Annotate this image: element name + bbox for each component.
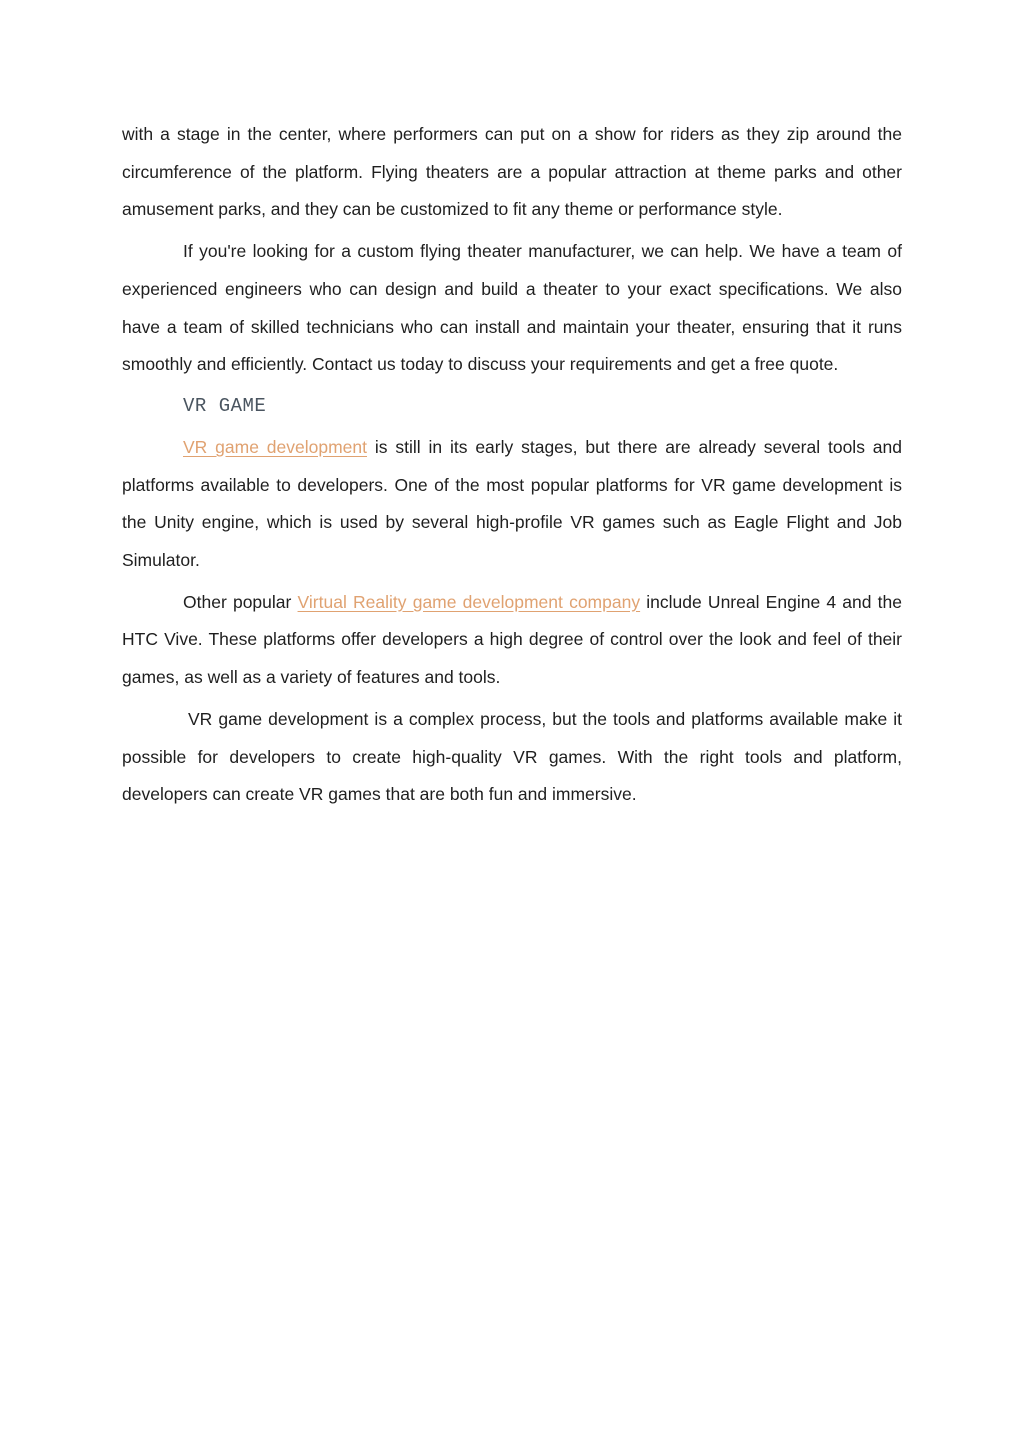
paragraph-conclusion: VR game development is a complex process, but the tools and platforms available make it possible for developers to create high-quality VR games. With the right tools and platform, developers can create VR games that are both fun and immersive. (122, 708, 902, 805)
paragraph-other-platforms-before: Other popular (183, 591, 298, 612)
paragraph-flying-theater-intro: with a stage in the center, where performers can put on a show for riders as they zip around the circumference of the platform. Flying theaters are a popular attraction at theme parks and other amusement parks, and they can be customized to fit any theme or performance style. (122, 124, 902, 220)
paragraph-vr-development (122, 429, 902, 580)
section-heading-vr-game: VR GAME (183, 394, 267, 417)
vr-company-link[interactable]: Virtual Reality game development company (297, 591, 641, 612)
paragraph-custom-manufacturer: If you're looking for a custom flying theater manufacturer, we can help. We have a team of experienced engineers who can design and build a theater to your exact specifications. We also have a team of skilled technicians who can install and maintain your theater, ensuring that it runs smoothly and efficiently. Contact us today to discuss your requirements and get a free quote. (122, 241, 902, 375)
document-page (122, 116, 902, 814)
paragraph-other-platforms-after: include Unreal Engine 4 and the HTC Vive. These platforms offer developers a high degree of control over the look and feel of their games, as well as a variety of features and tools. (122, 591, 903, 688)
paragraph-other-platforms (122, 584, 902, 697)
paragraph-vr-development-text: is still in its early stages, but there are already several tools and platforms available to developers. One of the most popular platforms for VR game development is the Unity engine, which is used by several high-profile VR games such as Eagle Flight and Job Simulator. (122, 436, 902, 571)
vr-game-development-link[interactable]: VR game development (183, 436, 368, 457)
